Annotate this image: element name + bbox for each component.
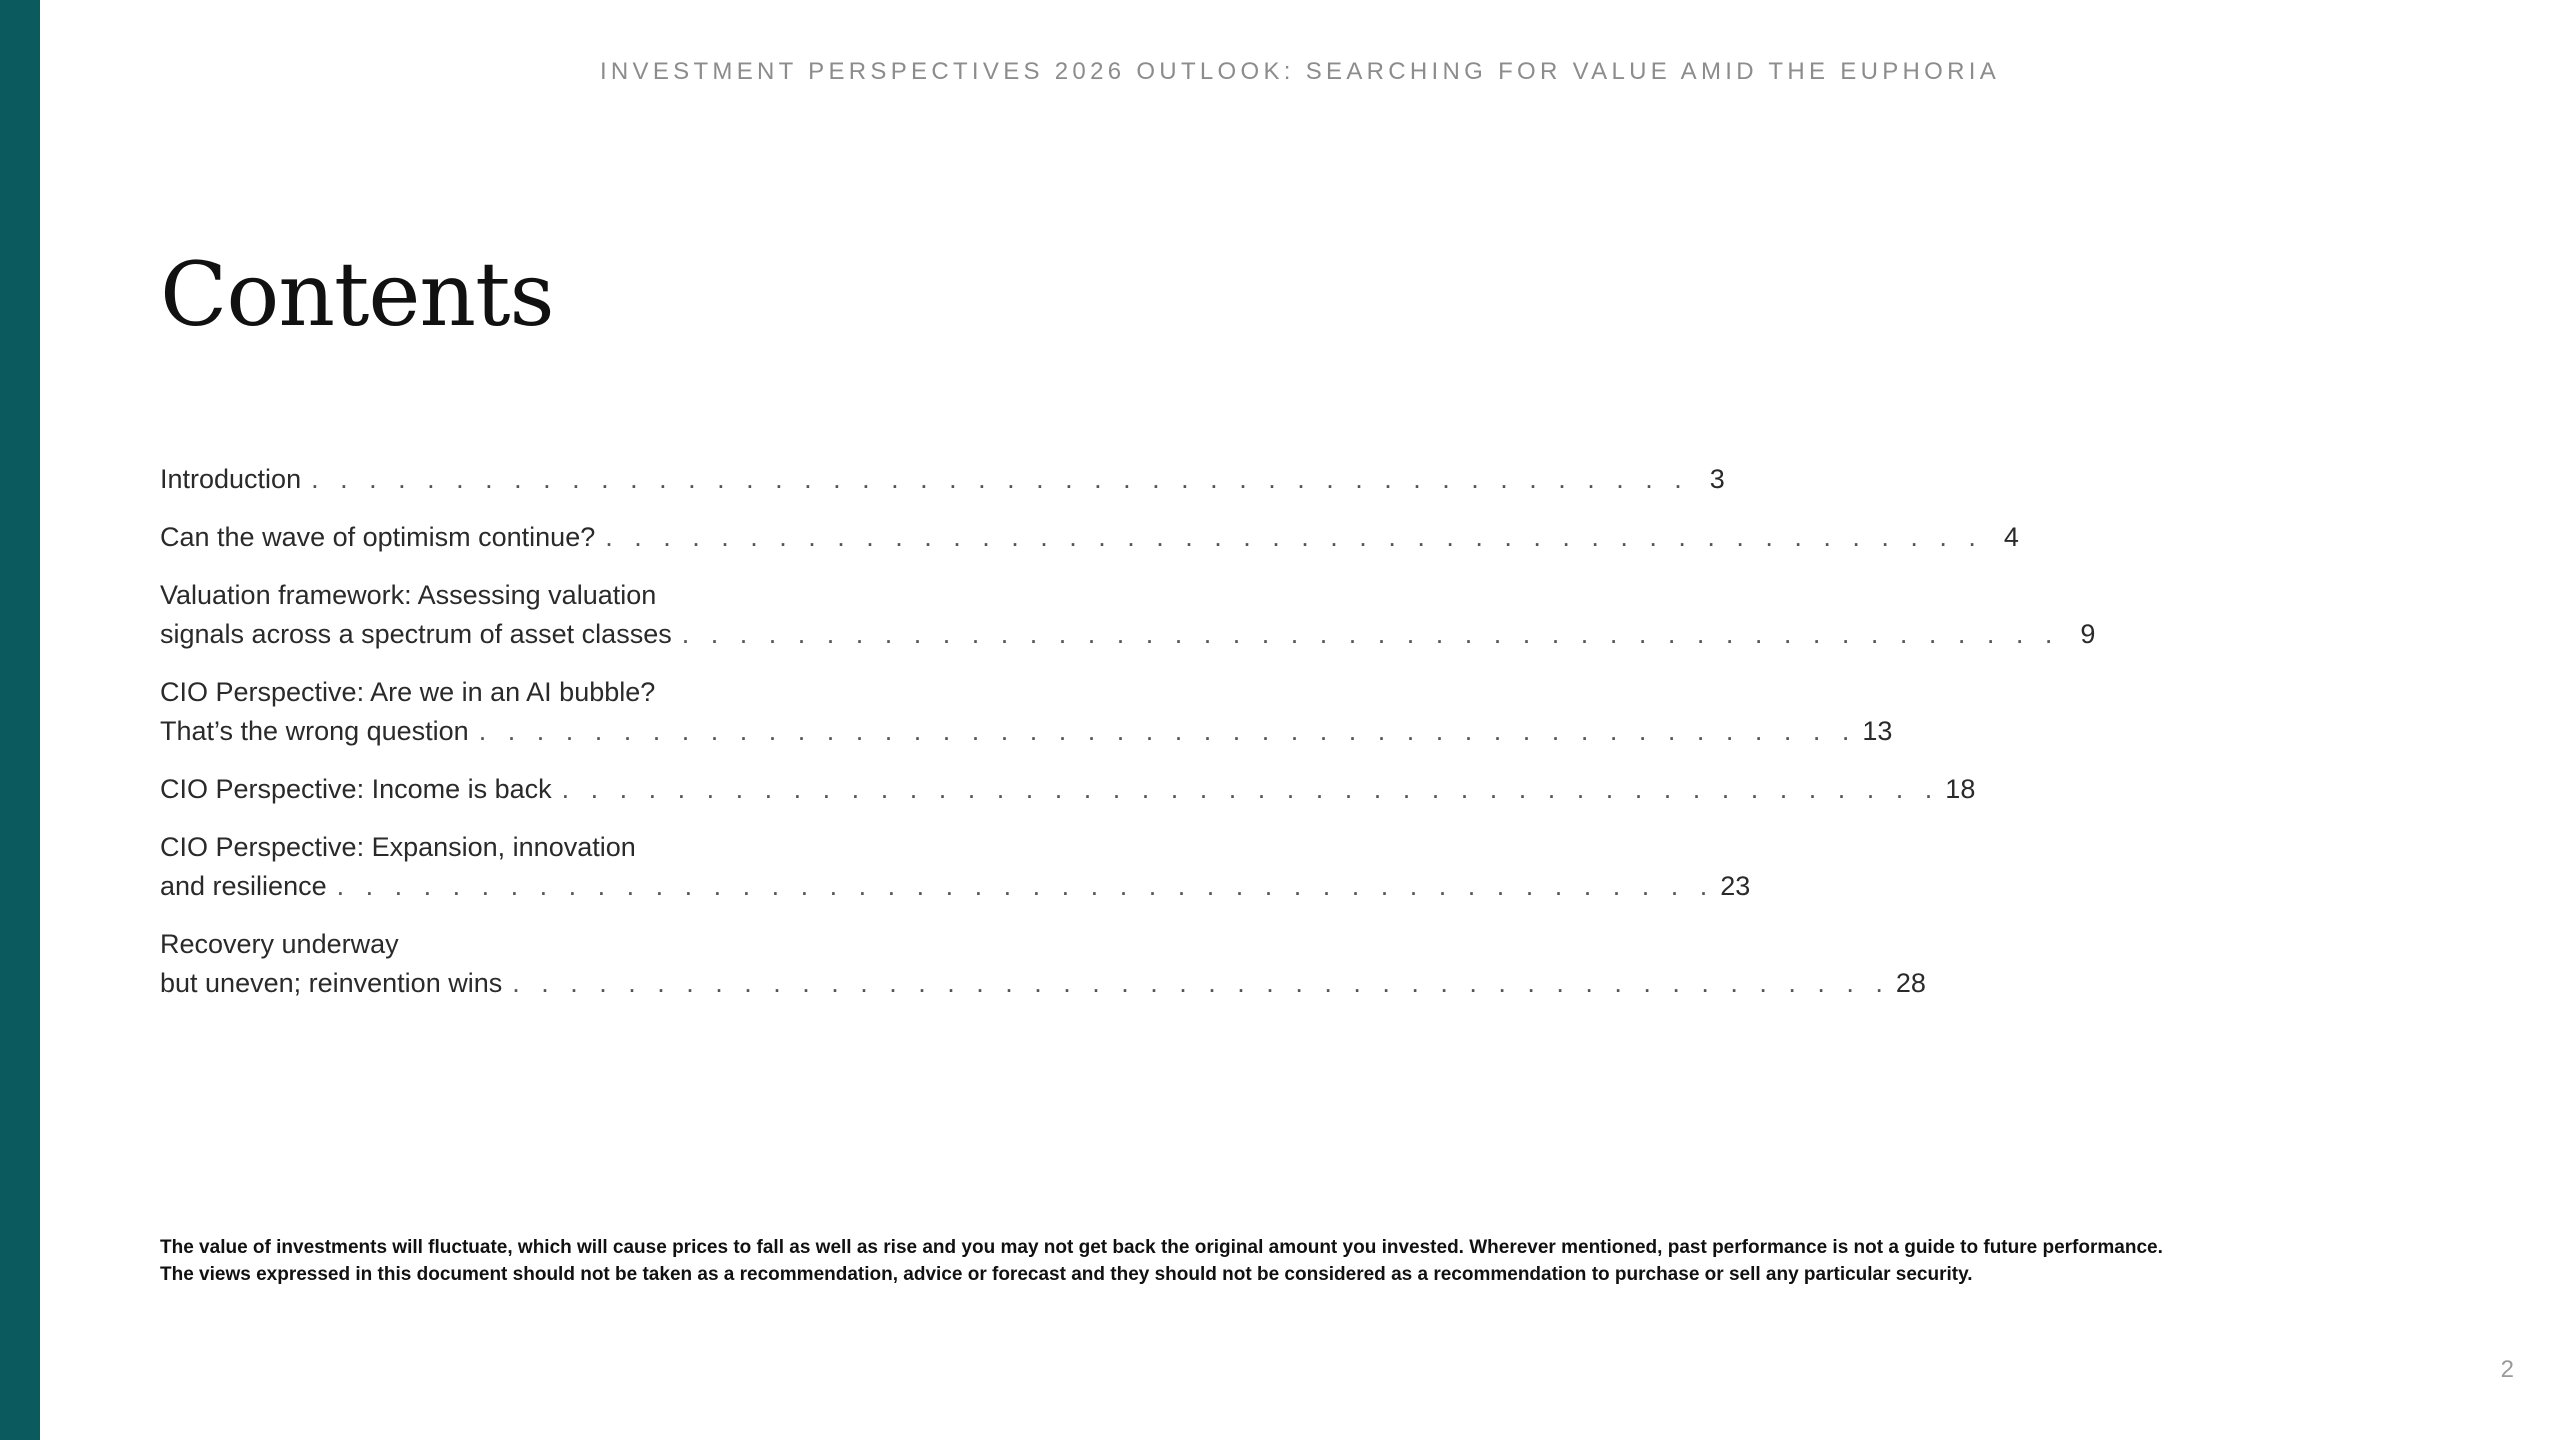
page-title: Contents xyxy=(160,243,554,346)
toc-page-number: 4 xyxy=(2003,522,2019,552)
toc-entry-income-is-back[interactable] xyxy=(160,770,1976,809)
toc-entry-valuation-framework[interactable] xyxy=(160,576,2096,654)
toc-page-number: 9 xyxy=(2080,619,2096,649)
toc-line xyxy=(160,867,1751,906)
toc-dot-leader: . . . . . . . . . . . . . . . . . . . . . . . . . . . . . . . . . . . . . . . . . . . . . . . . xyxy=(605,522,1983,552)
toc-page-number: 23 xyxy=(1720,871,1751,901)
toc-dot-leader: . . . . . . . . . . . . . . . . . . . . . . . . . . . . . . . . . . . . . . . . . . . . . . . . xyxy=(478,716,1857,746)
toc-line xyxy=(160,964,1926,1003)
disclaimer-line-2: The views expressed in this document should not be taken as a recommendation, advice or forecast and they should not be considered as a recommendation to purchase or sell any particular security. xyxy=(160,1264,1973,1285)
disclaimer-line-1: The value of investments will fluctuate, which will cause prices to fall as well as rise and you may not get back the original amount you invested. Wherever mentioned, past performance is not a guide to future performance. xyxy=(160,1237,2163,1258)
toc-entry-wave-of-optimism[interactable] xyxy=(160,518,2019,557)
toc-dot-leader: . . . . . . . . . . . . . . . . . . . . . . . . . . . . . . . . . . . . . . . . . . . . . . . . xyxy=(512,968,1890,998)
toc-line xyxy=(160,712,1893,751)
toc-entry-title-line-2: but uneven; reinvention wins xyxy=(160,968,503,998)
toc-page-number: 3 xyxy=(1709,464,1725,494)
toc-line xyxy=(160,673,874,712)
toc-line xyxy=(160,460,1725,499)
toc-entry-title-line-2: signals across a spectrum of asset classes xyxy=(160,619,672,649)
toc-line xyxy=(160,770,1976,809)
toc-page-number: 13 xyxy=(1862,716,1893,746)
toc-entry-recovery-underway[interactable] xyxy=(160,925,1926,1003)
page-number: 2 xyxy=(2500,1356,2514,1383)
toc-entry-introduction[interactable] xyxy=(160,460,1725,499)
disclaimer xyxy=(160,1234,2460,1288)
toc-line xyxy=(160,576,874,615)
toc-dot-leader: . . . . . . . . . . . . . . . . . . . . . . . . . . . . . . . . . . . . . . . . . . . . . . . . xyxy=(311,464,1689,494)
table-of-contents xyxy=(160,460,2096,1022)
accent-side-bar xyxy=(0,0,40,1440)
toc-page-number: 18 xyxy=(1945,774,1976,804)
toc-line xyxy=(160,828,874,867)
toc-entry-title-line-1: Recovery underway xyxy=(160,929,399,959)
toc-entry-title-line-1: Valuation framework: Assessing valuation xyxy=(160,580,657,610)
toc-entry-title: Can the wave of optimism continue? xyxy=(160,522,596,552)
toc-entry-expansion-innovation[interactable] xyxy=(160,828,1751,906)
toc-entry-title-line-2: and resilience xyxy=(160,871,327,901)
toc-dot-leader: . . . . . . . . . . . . . . . . . . . . . . . . . . . . . . . . . . . . . . . . . . . . . . . . xyxy=(336,871,1715,901)
toc-line xyxy=(160,518,2019,557)
toc-entry-title-line-2: That’s the wrong question xyxy=(160,716,469,746)
toc-line xyxy=(160,925,874,964)
toc-entry-title: Introduction xyxy=(160,464,302,494)
toc-dot-leader: . . . . . . . . . . . . . . . . . . . . . . . . . . . . . . . . . . . . . . . . . . . . . . . . xyxy=(561,774,1940,804)
running-header: INVESTMENT PERSPECTIVES 2026 OUTLOOK: SEARCHING FOR VALUE AMID THE EUPHORIA xyxy=(599,58,2001,85)
toc-entry-title: CIO Perspective: Income is back xyxy=(160,774,552,804)
toc-entry-title-line-1: CIO Perspective: Are we in an AI bubble? xyxy=(160,677,656,707)
toc-line xyxy=(160,615,2096,654)
toc-entry-title-line-1: CIO Perspective: Expansion, innovation xyxy=(160,832,636,862)
toc-page-number: 28 xyxy=(1895,968,1926,998)
toc-entry-ai-bubble[interactable] xyxy=(160,673,1893,751)
toc-dot-leader: . . . . . . . . . . . . . . . . . . . . . . . . . . . . . . . . . . . . . . . . . . . . . . . . xyxy=(681,619,2060,649)
